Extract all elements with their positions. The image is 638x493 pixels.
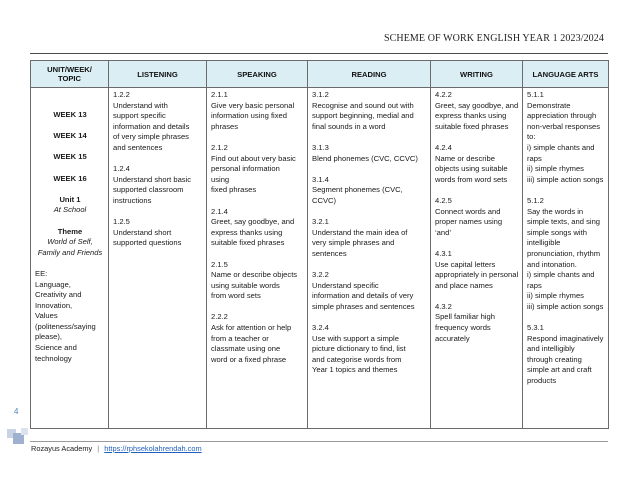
- cell-line: 5.3.1: [527, 323, 544, 333]
- cell-line: to:: [527, 132, 536, 142]
- cell-line: 3.1.4: [312, 174, 329, 184]
- column-header-reading: READING: [308, 61, 431, 88]
- cell-line: picture dictionary to find, list: [312, 344, 406, 354]
- speaking-cell: [207, 88, 308, 429]
- cell-line: non-verbal responses: [527, 121, 601, 131]
- cell-line: [435, 132, 519, 143]
- cell-line: [211, 196, 304, 207]
- cell-line: 3.2.1: [312, 217, 329, 227]
- cell-line: Understand the main idea of: [312, 227, 408, 237]
- cell-line: [435, 291, 519, 302]
- reading-cell: [308, 88, 431, 429]
- cell-line: [312, 132, 427, 143]
- cell-line: 3.2.4: [312, 323, 329, 333]
- cell-line: classmate using one: [211, 344, 281, 354]
- cell-line: 4.2.2: [435, 90, 452, 99]
- cell-line: from word sets: [211, 291, 261, 301]
- cell-line: and categorise words from: [312, 354, 402, 364]
- cell-line: [435, 238, 519, 249]
- cell-line: i) simple chants and: [527, 270, 595, 280]
- cell-line: simple songs with: [527, 227, 587, 237]
- cell-line: simple phrases and sentences: [312, 301, 415, 311]
- cell-line: using: [211, 174, 230, 184]
- cell-line: 5.1.1: [527, 90, 544, 99]
- cell-line: Respond imaginatively: [527, 333, 604, 343]
- footer-org: Rozayus Academy: [31, 444, 93, 453]
- cell-line: and place names: [435, 280, 493, 290]
- cell-line: using suitable words: [211, 280, 280, 290]
- cell-line: information and details: [113, 121, 190, 131]
- cell-line: 2.1.5: [211, 259, 228, 269]
- cell-line: 3.2.2: [312, 270, 329, 280]
- page-number: 4: [14, 407, 19, 416]
- cell-line: Year 1 topics and themes: [312, 365, 398, 375]
- ee-line: EE:: [35, 268, 48, 278]
- cell-line: 2.1.1: [211, 90, 228, 99]
- cell-line: Blend phonemes (CVC, CCVC): [312, 153, 418, 163]
- cell-line: objects using suitable: [435, 164, 508, 174]
- cell-line: very simple phrases and: [312, 238, 395, 248]
- ee-line: Science and: [35, 343, 77, 353]
- cell-line: iii) simple action songs: [527, 301, 604, 311]
- cell-line: 4.2.4: [435, 142, 452, 152]
- cell-line: 1.2.5: [113, 217, 130, 227]
- unit-title: At School: [53, 205, 87, 215]
- cell-line: Understand short basic: [113, 174, 192, 184]
- cell-line: information using fixed: [211, 111, 287, 121]
- writing-cell: [431, 88, 523, 429]
- language-arts-cell: [523, 88, 609, 429]
- cell-line: suitable fixed phrases: [435, 121, 509, 131]
- scheme-of-work-table: [30, 60, 609, 429]
- cell-line: supported questions: [113, 238, 182, 248]
- unit-week-topic-cell: [31, 88, 109, 429]
- ee-line: Values: [35, 311, 58, 321]
- cell-line: Find out about very basic: [211, 153, 296, 163]
- cell-line: ii) simple rhymes: [527, 164, 584, 174]
- cell-line: 2.1.2: [211, 142, 228, 152]
- cell-line: raps: [527, 153, 542, 163]
- ee-line: Language,: [35, 279, 71, 289]
- cell-line: 2.1.4: [211, 206, 228, 216]
- cell-line: Connect words and: [435, 206, 501, 216]
- week-label: WEEK 14: [53, 131, 87, 141]
- cell-line: through creating: [527, 354, 582, 364]
- cell-line: supported classroom: [113, 185, 184, 195]
- footer: [31, 444, 202, 453]
- cell-line: [113, 154, 203, 165]
- cell-line: and intelligibly: [527, 344, 575, 354]
- column-header-speaking: SPEAKING: [207, 61, 308, 88]
- cell-line: Demonstrate: [527, 100, 571, 110]
- ee-line: (politeness/saying: [35, 321, 96, 331]
- cell-line: information and details of very: [312, 291, 414, 301]
- cell-line: phrases: [211, 121, 239, 131]
- cell-line: CCVC): [312, 195, 337, 205]
- cell-line: express thanks using: [211, 227, 283, 237]
- cell-line: of very simple phrases: [113, 132, 189, 142]
- unit-label: Unit 1: [59, 194, 81, 204]
- cell-line: simple texts, and sing: [527, 217, 601, 227]
- cell-line: Understand specific: [312, 280, 379, 290]
- cell-line: Segment phonemes (CVC,: [312, 185, 403, 195]
- cell-line: [113, 207, 203, 218]
- decorative-squares-icon: [6, 426, 32, 446]
- cell-line: [312, 164, 427, 175]
- cell-line: [211, 132, 304, 143]
- cell-line: Use with support a simple: [312, 333, 399, 343]
- table-row: [31, 88, 609, 429]
- cell-line: [211, 302, 304, 313]
- cell-line: from a teacher or: [211, 333, 269, 343]
- cell-line: ‘and’: [435, 227, 452, 237]
- cell-line: 1.2.4: [113, 164, 130, 174]
- cell-line: fixed phrases: [211, 185, 257, 195]
- column-header-unit: UNIT/WEEK/ TOPIC: [31, 61, 109, 88]
- table-header-row: [31, 61, 609, 88]
- ee-line: please),: [35, 332, 63, 342]
- cell-line: frequency words: [435, 323, 491, 333]
- cell-line: [435, 185, 519, 196]
- cell-line: pronunciation, rhythm: [527, 248, 601, 258]
- cell-line: 3.1.2: [312, 90, 329, 99]
- cell-line: [527, 312, 605, 323]
- cell-line: Ask for attention or help: [211, 323, 292, 333]
- cell-line: simple art and craft: [527, 365, 592, 375]
- cell-line: Recognise and sound out with: [312, 100, 414, 110]
- cell-line: 5.1.2: [527, 195, 544, 205]
- column-header-language-arts: LANGUAGE ARTS: [523, 61, 609, 88]
- cell-line: accurately: [435, 333, 470, 343]
- cell-line: 4.2.5: [435, 195, 452, 205]
- cell-line: intelligible: [527, 238, 561, 248]
- cell-line: proper names using: [435, 217, 503, 227]
- cell-line: support beginning, medial and: [312, 111, 414, 121]
- cell-line: 3.1.3: [312, 142, 329, 152]
- cell-line: word or a fixed phrase: [211, 354, 287, 364]
- cell-line: sentences: [312, 248, 347, 258]
- ee-line: Creativity and: [35, 290, 82, 300]
- cell-line: raps: [527, 280, 542, 290]
- cell-line: [211, 249, 304, 260]
- cell-line: i) simple chants and: [527, 142, 595, 152]
- column-header-writing: WRITING: [431, 61, 523, 88]
- cell-line: Say the words in: [527, 206, 584, 216]
- cell-line: [312, 260, 427, 271]
- elements-list: [35, 269, 105, 364]
- cell-line: iii) simple action songs: [527, 174, 604, 184]
- cell-line: personal information: [211, 164, 280, 174]
- footer-divider: [30, 441, 608, 442]
- cell-line: instructions: [113, 195, 152, 205]
- cell-line: Greet, say goodbye, and: [435, 100, 519, 110]
- cell-line: Understand short: [113, 227, 172, 237]
- cell-line: words from word sets: [435, 174, 508, 184]
- week-label: WEEK 16: [53, 173, 87, 183]
- cell-line: express thanks using: [435, 111, 507, 121]
- cell-line: Name or describe objects: [211, 270, 298, 280]
- cell-line: ii) simple rhymes: [527, 291, 584, 301]
- cell-line: [312, 312, 427, 323]
- cell-line: 1.2.2: [113, 90, 130, 99]
- cell-line: 4.3.2: [435, 301, 452, 311]
- cell-line: 4.3.1: [435, 248, 452, 258]
- cell-line: suitable fixed phrases: [211, 238, 285, 248]
- cell-line: [527, 185, 605, 196]
- column-header-listening: LISTENING: [109, 61, 207, 88]
- listening-cell: [109, 88, 207, 429]
- footer-separator: |: [97, 444, 100, 453]
- cell-line: [312, 207, 427, 218]
- page-header: [30, 31, 608, 54]
- cell-line: Spell familiar high: [435, 312, 495, 322]
- ee-line: technology: [35, 353, 72, 363]
- cell-line: final sounds in a word: [312, 121, 386, 131]
- document-title: SCHEME OF WORK ENGLISH YEAR 1 2023/2024: [383, 33, 604, 44]
- cell-line: Understand with: [113, 100, 168, 110]
- cell-line: and intonation.: [527, 259, 577, 269]
- cell-line: appropriately in personal: [435, 270, 519, 280]
- theme-value: World of Self, Family and Friends: [37, 237, 103, 257]
- cell-line: Name or describe: [435, 153, 495, 163]
- cell-line: 2.2.2: [211, 312, 228, 322]
- cell-line: and sentences: [113, 142, 163, 152]
- cell-line: appreciation through: [527, 111, 597, 121]
- ee-line: Innovation,: [35, 300, 73, 310]
- cell-line: products: [527, 376, 557, 386]
- cell-line: Greet, say goodbye, and: [211, 217, 295, 227]
- week-label: WEEK 13: [53, 110, 87, 119]
- cell-line: Give very basic personal: [211, 100, 295, 110]
- week-label: WEEK 15: [53, 152, 87, 162]
- footer-link[interactable]: https://rphsekolahrendah.com: [104, 444, 202, 453]
- cell-line: support specific: [113, 111, 166, 121]
- theme-label: Theme: [57, 226, 83, 236]
- cell-line: Use capital letters: [435, 259, 496, 269]
